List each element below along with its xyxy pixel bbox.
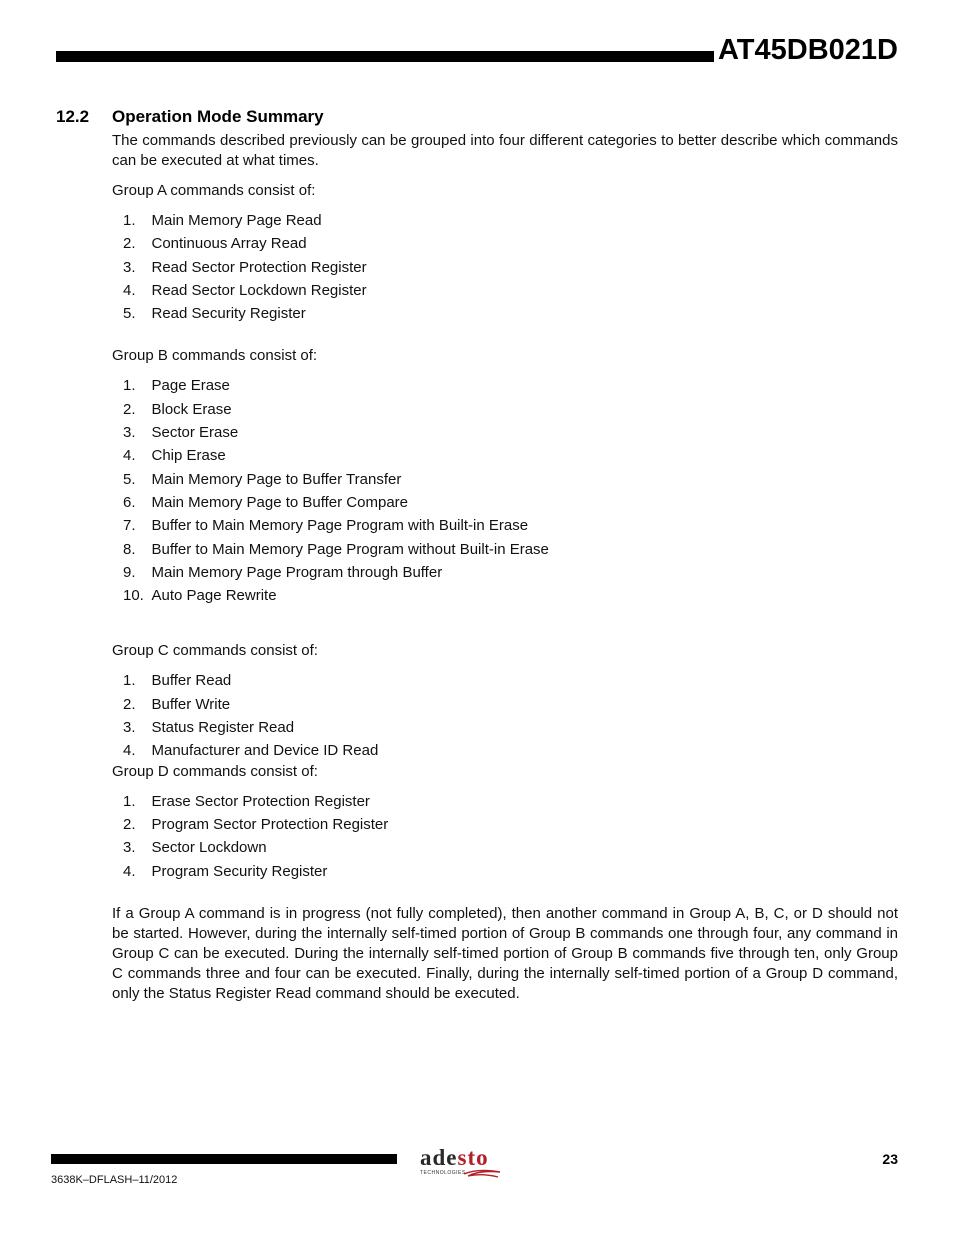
list-item	[112, 718, 898, 741]
list-item-number: 1.	[123, 212, 136, 229]
list-item	[112, 281, 898, 304]
group-d-label: Group D commands consist of:	[112, 762, 318, 780]
list-item	[112, 862, 898, 885]
logo-swoosh-icon	[462, 1168, 502, 1180]
group-b-list	[112, 376, 898, 609]
list-item	[112, 211, 898, 234]
list-item-number: 8.	[123, 540, 136, 558]
section-title: Operation Mode Summary	[112, 107, 324, 126]
list-item-text: Read Sector Lockdown Register	[151, 281, 367, 299]
list-item-text: Main Memory Page Program through Buffer	[151, 563, 443, 581]
list-item-text: Block Erase	[151, 400, 232, 418]
list-item-text: Erase Sector Protection Register	[151, 792, 370, 810]
list-item	[112, 792, 898, 815]
list-item-number: 7.	[123, 517, 136, 535]
list-item-text: Program Sector Protection Register	[151, 815, 389, 833]
list-item-number: 4.	[123, 742, 136, 760]
list-item-text: Buffer Write	[151, 695, 231, 713]
section-number: 12.2	[56, 107, 90, 126]
list-item	[112, 304, 898, 327]
list-item	[112, 563, 898, 586]
adesto-logo	[420, 1146, 510, 1182]
group-c-label: Group C commands consist of:	[112, 642, 318, 660]
list-item-text: Continuous Array Read	[151, 235, 307, 253]
list-item-number: 2.	[123, 400, 136, 418]
list-item	[112, 540, 898, 563]
list-item-number: 3.	[123, 839, 136, 857]
header-rule	[56, 51, 714, 62]
list-item-text: Sector Erase	[151, 424, 239, 442]
list-item-number: 2.	[123, 815, 136, 833]
list-item-text: Main Memory Page to Buffer Transfer	[151, 470, 402, 488]
list-item-number: 1.	[123, 377, 136, 395]
logo-subtitle: TECHNOLOGIES	[420, 1170, 466, 1176]
list-item	[112, 516, 898, 539]
logo-main-text: ade	[420, 1145, 458, 1170]
list-item-text: Main Memory Page Read	[151, 212, 322, 229]
document-title: AT45DB021D	[718, 34, 898, 66]
list-item	[112, 695, 898, 718]
page-number: 23	[882, 1151, 898, 1167]
list-item-text: Status Register Read	[151, 719, 295, 737]
list-item	[112, 470, 898, 493]
list-item	[112, 838, 898, 861]
closing-paragraph: If a Group A command is in progress (not fully completed), then another command in Group A, B, C, or D should not be started. However, during the internally self-timed portion of Group B commands one through four, any command in Group C can be executed. During the internally self-timed portion of Group B commands five through ten, only Group C commands three and four can be executed. Finally, during the internally self-timed portion of a Group D command, only the Status Register Read command should be executed.	[112, 904, 898, 1002]
list-item	[112, 400, 898, 423]
list-item-text: Manufacturer and Device ID Read	[151, 742, 379, 760]
logo-wordmark	[420, 1146, 510, 1170]
section-heading	[56, 107, 324, 127]
list-item	[112, 671, 898, 694]
list-item-number: 10.	[123, 587, 144, 605]
list-item-text: Buffer to Main Memory Page Program with Built-in Erase	[151, 517, 529, 535]
list-item-number: 3.	[123, 258, 136, 276]
group-c-list	[112, 671, 898, 764]
list-item	[112, 234, 898, 257]
list-item-text: Read Sector Protection Register	[151, 258, 367, 276]
section-body	[112, 131, 898, 1004]
list-item-number: 4.	[123, 862, 136, 880]
list-item	[112, 423, 898, 446]
list-item-number: 3.	[123, 424, 136, 442]
list-item-text: Buffer to Main Memory Page Program without Built-in Erase	[151, 540, 549, 558]
list-item-number: 1.	[123, 792, 136, 810]
list-item	[112, 815, 898, 838]
group-a-list	[112, 211, 898, 327]
list-item-text: Buffer Read	[151, 672, 232, 690]
list-item-number: 6.	[123, 493, 136, 511]
list-item	[112, 586, 898, 609]
document-id: 3638K–DFLASH–11/2012	[51, 1174, 178, 1186]
list-item-number: 2.	[123, 235, 136, 253]
list-item-number: 4.	[123, 281, 136, 299]
list-item	[112, 376, 898, 399]
list-item	[112, 258, 898, 281]
logo-accent-text: sto	[457, 1145, 489, 1170]
list-item	[112, 446, 898, 469]
intro-paragraph: The commands described previously can be grouped into four different categories to better describe which commands can be executed at what times.	[112, 132, 898, 169]
list-item-number: 5.	[123, 470, 136, 488]
list-item-number: 2.	[123, 695, 136, 713]
list-item-number: 9.	[123, 563, 136, 581]
list-item	[112, 741, 898, 764]
group-a-label: Group A commands consist of:	[112, 182, 316, 199]
list-item-text: Chip Erase	[151, 447, 226, 465]
list-item-text: Main Memory Page to Buffer Compare	[151, 493, 409, 511]
list-item-number: 3.	[123, 719, 136, 737]
list-item-number: 5.	[123, 305, 136, 323]
list-item-text: Sector Lockdown	[151, 839, 267, 857]
list-item-text: Auto Page Rewrite	[151, 587, 277, 605]
footer-rule	[51, 1154, 397, 1164]
group-b-label: Group B commands consist of:	[112, 347, 318, 365]
list-item-text: Read Security Register	[151, 305, 306, 323]
list-item	[112, 493, 898, 516]
group-d-list	[112, 792, 898, 885]
list-item-text: Program Security Register	[151, 862, 328, 880]
list-item-number: 1.	[123, 672, 136, 690]
list-item-text: Page Erase	[151, 377, 230, 395]
list-item-number: 4.	[123, 447, 136, 465]
